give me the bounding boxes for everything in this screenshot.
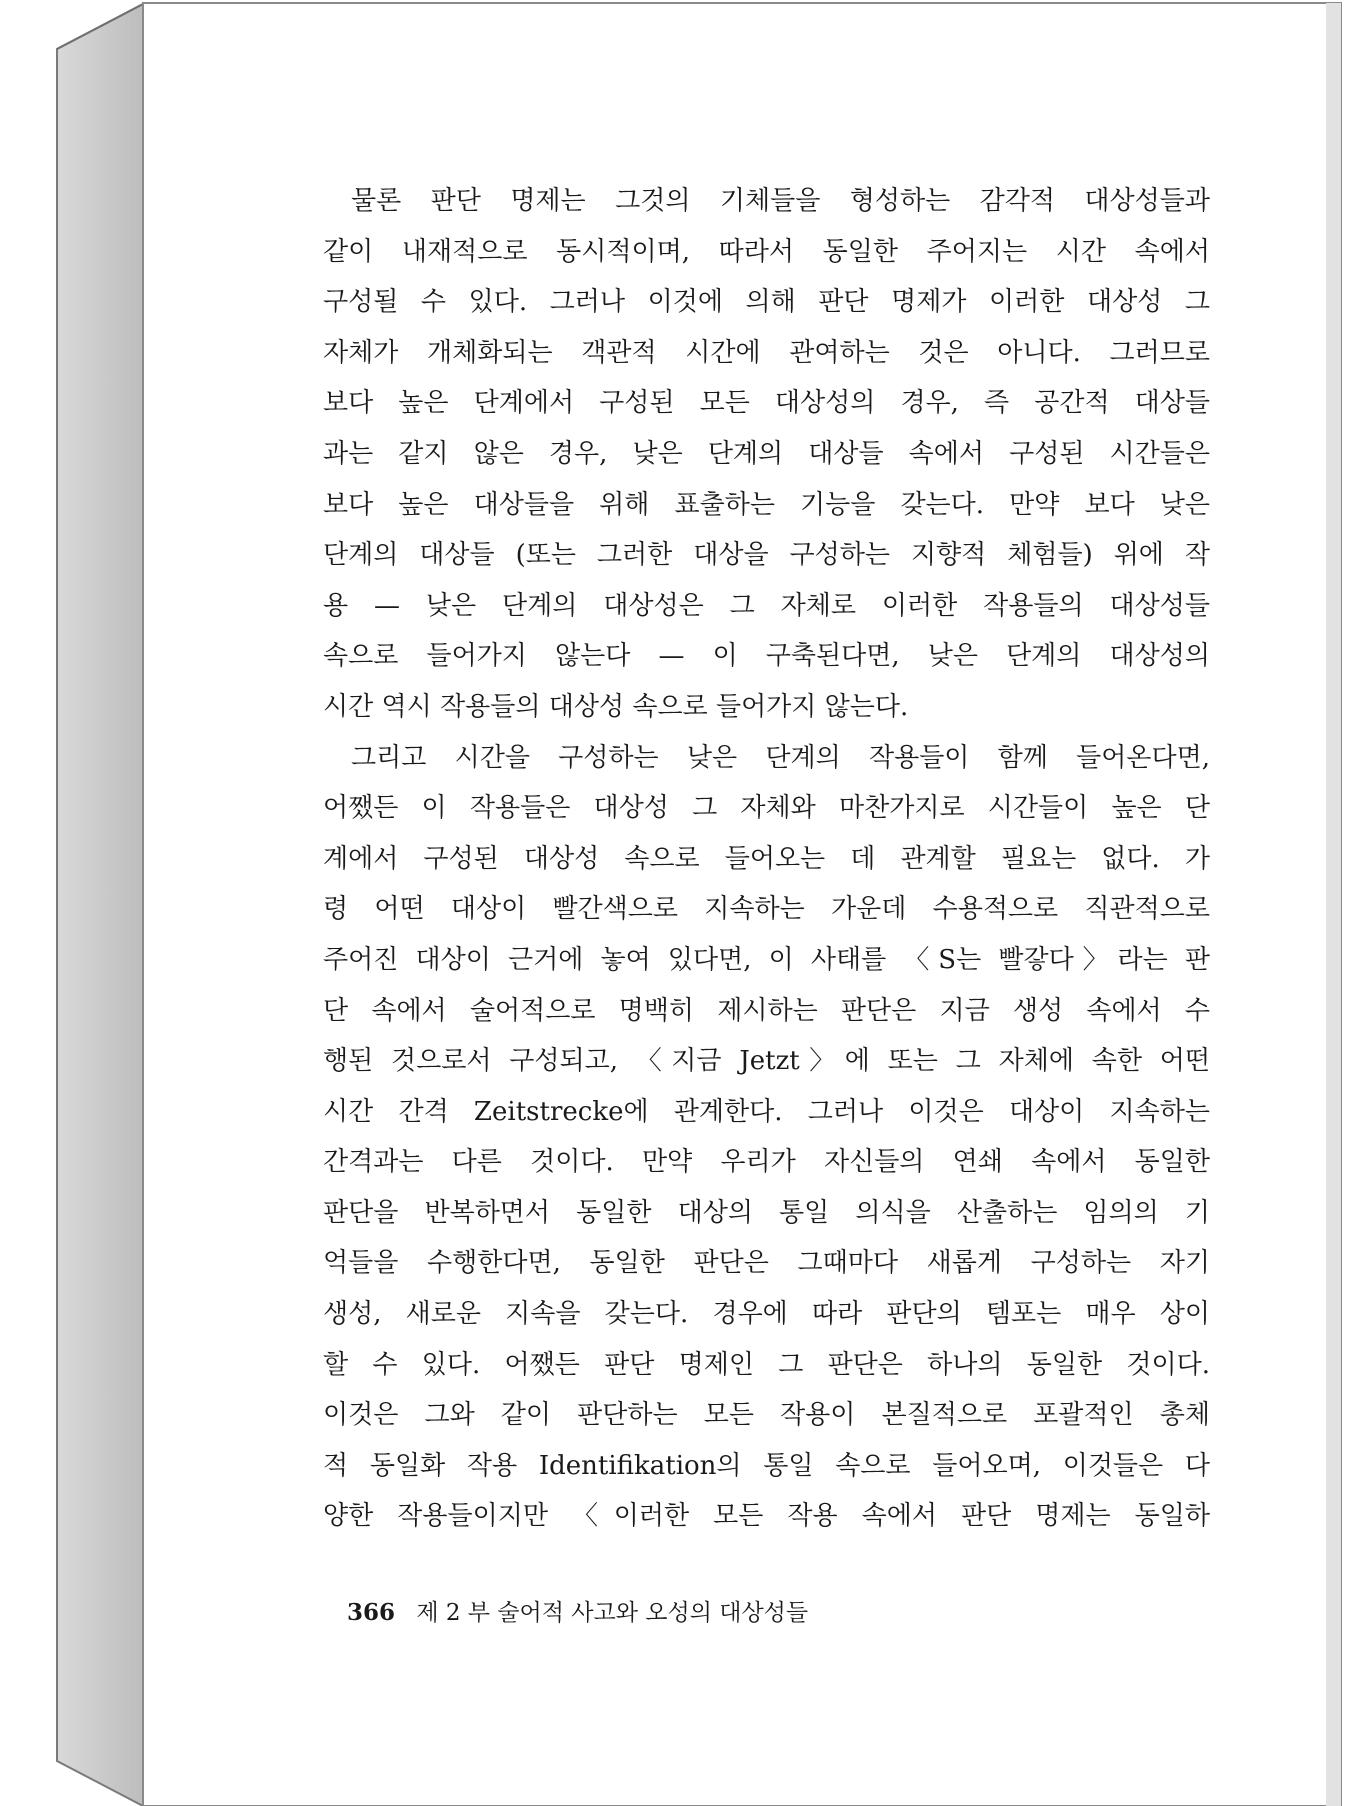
text-line: 용 — 낮은 단계의 대상성은 그 자체로 이러한 작용들의 대상성들 [323,590,1210,621]
text-line: 적 동일화 작용 Identifikation의 통일 속으로 들어오며, 이것들은 다 [323,1450,1210,1481]
text-line: 그리고 시간을 구성하는 낮은 단계의 작용들이 함께 들어온다면, [351,742,1210,773]
text-line: 령 어떤 대상이 빨간색으로 지속하는 가운데 수용적으로 직관적으로 [323,894,1210,925]
text-line: 판단을 반복하면서 동일한 대상의 통일 의식을 산출하는 임의의 기 [323,1197,1210,1228]
text-line: 과는 같지 않은 경우, 낮은 단계의 대상들 속에서 구성된 시간들은 [323,438,1210,469]
text-line: 물론 판단 명제는 그것의 기체들을 형성하는 감각적 대상성들과 [351,186,1210,216]
running-title: 제 2 부 술어적 사고와 오성의 대상성들 [416,1600,809,1626]
text-line: 속으로 들어가지 않는다 — 이 구축된다면, 낮은 단계의 대상성의 [323,641,1210,672]
text-line: 억들을 수행한다면, 동일한 판단은 그때마다 새롭게 구성하는 자기 [323,1248,1210,1279]
text-line: 간격과는 다른 것이다. 만약 우리가 자신들의 연쇄 속에서 동일한 [323,1147,1210,1178]
text-line: 할 수 있다. 어쨌든 판단 명제인 그 판단은 하나의 동일한 것이다. [323,1349,1210,1380]
text-line: 구성될 수 있다. 그러나 이것에 의해 판단 명제가 이러한 대상성 그 [323,287,1210,318]
text-line: 양한 작용들이지만 〈이러한 모든 작용 속에서 판단 명제는 동일하 [323,1501,1210,1532]
text-line: 단 속에서 술어적으로 명백히 제시하는 판단은 지금 생성 속에서 수 [323,995,1210,1026]
text-line: 시간 간격 Zeitstrecke에 관계한다. 그러나 이것은 대상이 지속하는 [323,1096,1210,1127]
text-line: 이것은 그와 같이 판단하는 모든 작용이 본질적으로 포괄적인 총체 [323,1400,1210,1431]
text-line: 같이 내재적으로 동시적이며, 따라서 동일한 주어지는 시간 속에서 [323,236,1210,267]
page-number: 366 [347,1599,396,1626]
text-line: 시간 역시 작용들의 대상성 속으로 들어가지 않는다. [323,691,909,722]
text-line: 보다 높은 대상들을 위해 표출하는 기능을 갖는다. 만약 보다 낮은 [323,489,1210,520]
text-line: 생성, 새로운 지속을 갖는다. 경우에 따라 판단의 템포는 매우 상이 [323,1299,1210,1330]
text-line: 어쨌든 이 작용들은 대상성 그 자체와 마찬가지로 시간들이 높은 단 [323,793,1210,824]
text-line: 자체가 개체화되는 객관적 시간에 관여하는 것은 아니다. 그러므로 [323,337,1210,368]
text-line: 단계의 대상들 (또는 그러한 대상을 구성하는 지향적 체험들) 위에 작 [323,540,1210,571]
text-line: 보다 높은 단계에서 구성된 모든 대상성의 경우, 즉 공간적 대상들 [323,388,1210,419]
page-right-shadow [1326,3,1341,1806]
text-line: 계에서 구성된 대상성 속으로 들어오는 데 관계할 필요는 없다. 가 [323,843,1210,874]
book-spine [57,4,143,1806]
page-footer [347,1594,808,1627]
text-line: 주어진 대상이 근거에 놓여 있다면, 이 사태를 〈S는 빨갛다〉라는 판 [323,944,1210,975]
text-line: 행된 것으로서 구성되고, 〈지금 Jetzt〉에 또는 그 자체에 속한 어떤 [323,1046,1210,1077]
body-text [323,176,1210,1542]
